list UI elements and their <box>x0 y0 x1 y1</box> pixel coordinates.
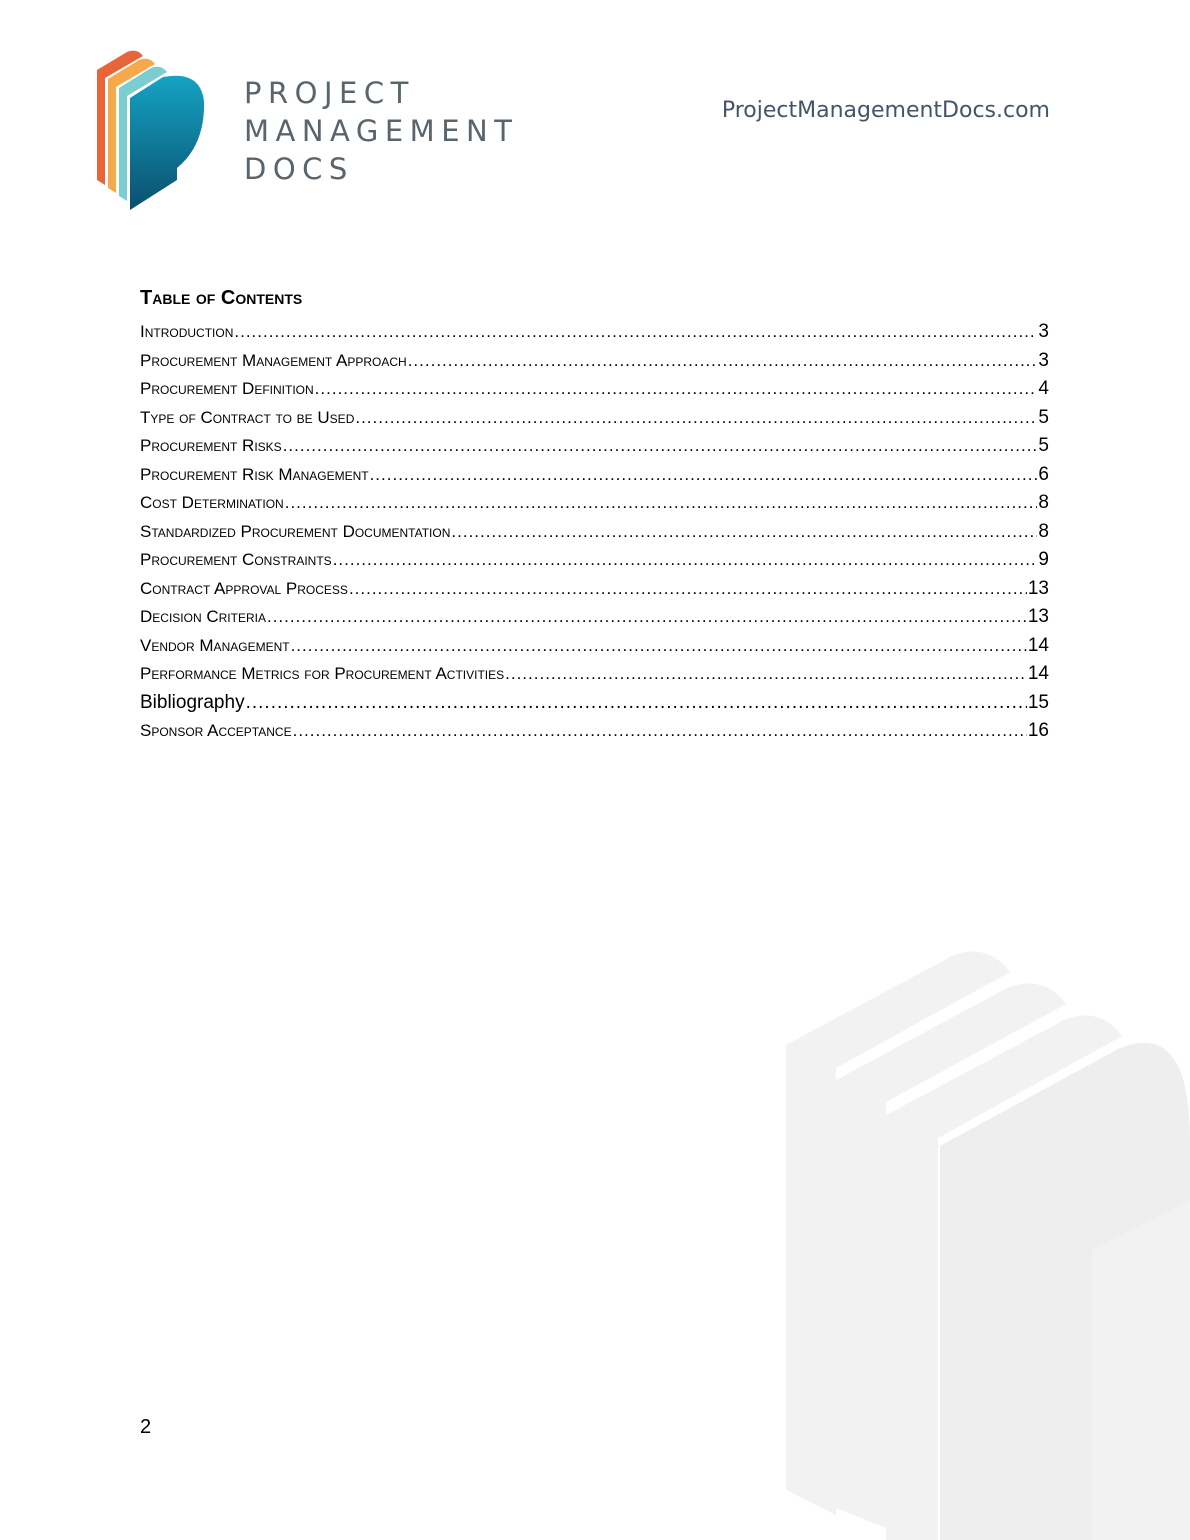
toc-entry-page: 5 <box>1038 435 1049 456</box>
toc-entry-label: Bibliography <box>140 691 245 713</box>
toc-entry-page: 5 <box>1038 406 1049 428</box>
toc-entry-cost-determination[interactable] <box>140 489 1049 518</box>
toc-entry-page: 4 <box>1038 378 1049 399</box>
toc-leader-dots <box>355 404 1037 433</box>
toc-leader-dots <box>234 318 1037 347</box>
toc-leader-dots <box>315 375 1038 404</box>
toc-entry-bibliography[interactable] <box>140 689 1049 718</box>
brand-wordmark <box>244 74 518 188</box>
toc-entry-page: 16 <box>1027 720 1049 741</box>
toc-entry-contract-approval-process[interactable] <box>140 575 1049 604</box>
toc-entry-vendor-management[interactable] <box>140 632 1049 661</box>
toc-leader-dots <box>246 689 1027 718</box>
toc-entry-label: Procurement Risks <box>140 436 282 455</box>
toc-entry-label: Procurement Definition <box>140 379 314 398</box>
toc-entry-page: 14 <box>1027 634 1049 656</box>
toc-entry-procurement-management-approach[interactable] <box>140 347 1049 376</box>
toc-entry-label: Introduction <box>140 322 234 341</box>
toc-entry-decision-criteria[interactable] <box>140 603 1049 632</box>
toc-entry-type-of-contract[interactable] <box>140 404 1049 433</box>
toc-entry-procurement-risks[interactable] <box>140 432 1049 461</box>
toc-leader-dots <box>293 717 1027 746</box>
toc-title: Table of Contents <box>140 287 303 309</box>
toc-leader-dots <box>349 575 1027 604</box>
toc-entry-page: 6 <box>1038 463 1049 485</box>
toc-entry-introduction[interactable] <box>140 318 1049 347</box>
toc-leader-dots <box>285 489 1038 518</box>
toc-entry-page: 15 <box>1027 691 1049 713</box>
table-of-contents <box>140 284 1049 746</box>
toc-leader-dots <box>291 632 1027 661</box>
toc-entry-page: 13 <box>1027 577 1049 599</box>
toc-entry-page: 13 <box>1027 606 1049 627</box>
toc-entry-label: Procurement Constraints <box>140 550 332 569</box>
toc-entry-sponsor-acceptance[interactable] <box>140 717 1049 746</box>
toc-leader-dots <box>370 461 1038 490</box>
toc-entry-label: Contract Approval Process <box>140 578 348 598</box>
brand-line-3: DOCS <box>244 152 354 186</box>
toc-entry-page: 8 <box>1038 520 1049 542</box>
toc-entry-procurement-definition[interactable] <box>140 375 1049 404</box>
toc-entry-label: Standardized Procurement Documentation <box>140 521 451 541</box>
toc-leader-dots <box>283 432 1038 461</box>
toc-leader-dots <box>267 603 1027 632</box>
toc-entry-label: Vendor Management <box>140 635 290 655</box>
page-number: 2 <box>140 1416 152 1438</box>
toc-entry-label: Decision Criteria <box>140 607 266 626</box>
website-link[interactable]: ProjectManagementDocs.com <box>721 98 1050 123</box>
toc-entry-page: 9 <box>1038 549 1049 570</box>
toc-entry-label: Procurement Risk Management <box>140 464 369 484</box>
toc-entry-label: Sponsor Acceptance <box>140 721 292 740</box>
toc-entry-label: Performance Metrics for Procurement Activities <box>140 664 505 683</box>
toc-leader-dots <box>505 660 1027 689</box>
toc-leader-dots <box>408 347 1038 376</box>
toc-leader-dots <box>451 518 1037 547</box>
brand-line-2: MANAGEMENT <box>244 114 519 148</box>
toc-entry-label: Procurement Management Approach <box>140 350 407 370</box>
toc-entry-standardized-procurement-documentation[interactable] <box>140 518 1049 547</box>
brand-line-1: PROJECT <box>244 76 415 110</box>
toc-entry-page: 8 <box>1038 492 1049 513</box>
toc-entry-procurement-constraints[interactable] <box>140 546 1049 575</box>
toc-entry-procurement-risk-management[interactable] <box>140 461 1049 490</box>
toc-entry-label: Cost Determination <box>140 493 284 512</box>
toc-leader-dots <box>333 546 1038 575</box>
watermark-logo-icon <box>782 950 1190 1540</box>
logo-icon <box>93 50 209 212</box>
toc-entry-page: 3 <box>1038 321 1049 342</box>
toc-entry-performance-metrics[interactable] <box>140 660 1049 689</box>
toc-entry-label: Type of Contract to be Used <box>140 407 355 427</box>
toc-entry-page: 3 <box>1038 349 1049 371</box>
toc-entry-page: 14 <box>1027 663 1049 684</box>
